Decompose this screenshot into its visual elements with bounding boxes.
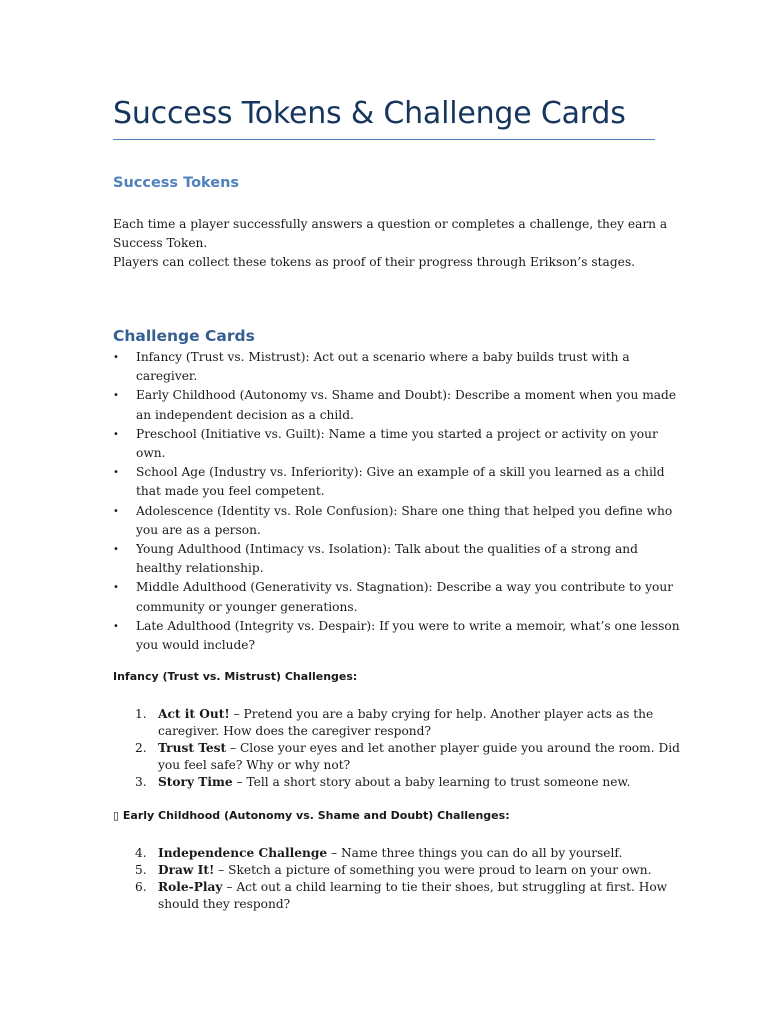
challenge-card-text: caregiver. xyxy=(136,369,198,384)
challenge-card-item xyxy=(113,386,677,424)
challenge-cards-list xyxy=(113,348,680,655)
challenge-card-item xyxy=(113,425,658,463)
challenge-item-text: – Name three things you can do all by yourself. xyxy=(327,846,623,860)
challenge-card-item xyxy=(113,540,658,578)
challenge-card-text: community or younger generations. xyxy=(136,599,358,614)
challenge-item-line xyxy=(158,706,658,723)
challenge-item-text: you feel safe? Why or why not? xyxy=(158,758,351,772)
challenge-item-line xyxy=(158,879,668,896)
challenge-card-item xyxy=(113,463,665,501)
early-childhood-challenges-list xyxy=(113,845,668,913)
success-tokens-paragraph xyxy=(113,215,668,272)
challenge-item-line xyxy=(158,896,658,913)
challenge-card-text: School Age (Industry vs. Inferiority): Give an example of a skill you learned as a child xyxy=(136,465,665,480)
bullet-icon: • xyxy=(113,620,119,632)
missing-glyph-icon: ▯ xyxy=(113,809,120,822)
challenge-item-line xyxy=(158,774,658,791)
challenge-item xyxy=(113,774,658,791)
item-number: 1. xyxy=(135,707,147,721)
challenge-card-text: Adolescence (Identity vs. Role Confusion): Share one thing that helped you define who xyxy=(136,503,673,518)
success-tokens-heading: Success Tokens xyxy=(113,175,240,191)
infancy-challenges-heading: Infancy (Trust vs. Mistrust) Challenges: xyxy=(113,670,358,683)
challenge-item-title: Story Time xyxy=(158,775,233,789)
challenge-card-item xyxy=(113,348,658,386)
early-childhood-heading-text: Early Childhood (Autonomy vs. Shame and Doubt) Challenges: xyxy=(119,809,510,822)
challenge-item-text: caregiver. How does the caregiver respond? xyxy=(158,724,431,738)
challenge-item-text: – Tell a short story about a baby learning to trust someone new. xyxy=(232,775,631,789)
challenge-item-text: should they respond? xyxy=(158,897,291,911)
infancy-challenges-list xyxy=(113,706,680,791)
challenge-item-title: Role-Play xyxy=(158,880,223,894)
challenge-card-text: own. xyxy=(136,446,166,461)
item-number: 4. xyxy=(135,846,147,860)
challenge-card-text: Infancy (Trust vs. Mistrust): Act out a scenario where a baby builds trust with a xyxy=(136,350,630,364)
bullet-icon: • xyxy=(113,467,119,479)
challenge-card-text: Young Adulthood (Intimacy vs. Isolation): Talk about the qualities of a strong and xyxy=(136,542,638,557)
item-number: 3. xyxy=(135,775,147,789)
item-number: 6. xyxy=(135,880,147,894)
challenge-item-line xyxy=(158,723,658,740)
challenge-card-text: Early Childhood (Autonomy vs. Shame and Doubt): Describe a moment when you made xyxy=(136,388,677,403)
challenge-card-item xyxy=(113,617,680,655)
bullet-icon: • xyxy=(113,505,119,517)
bullet-icon: • xyxy=(113,428,119,440)
challenge-item-text: – Act out a child learning to tie their shoes, but struggling at first. How xyxy=(222,880,668,894)
challenge-item-title: Independence Challenge xyxy=(158,846,328,860)
bullet-icon: • xyxy=(113,544,119,556)
challenge-item-line xyxy=(158,845,658,862)
challenge-card-text: you are as a person. xyxy=(136,522,261,537)
challenge-card-text: you would include? xyxy=(136,638,256,653)
challenge-item-line xyxy=(158,757,658,774)
success-tokens-line: Players can collect these tokens as proof of their progress through Erikson’s stages. xyxy=(113,255,635,269)
challenge-item xyxy=(113,706,658,740)
challenge-item-title: Act it Out! xyxy=(158,707,230,721)
early-childhood-challenges-heading xyxy=(113,808,510,824)
challenge-item xyxy=(113,879,668,913)
challenge-item-text: – Pretend you are a baby crying for help. Another player acts as the xyxy=(229,707,654,721)
success-tokens-line: Success Token. xyxy=(113,236,208,250)
item-number: 5. xyxy=(135,863,147,877)
challenge-card-text: Late Adulthood (Integrity vs. Despair): If you were to write a memoir, what’s one lesson xyxy=(136,618,680,633)
document-title: Success Tokens & Challenge Cards xyxy=(113,96,626,131)
challenge-item xyxy=(113,740,680,774)
title-underline xyxy=(113,139,655,140)
challenge-card-text: healthy relationship. xyxy=(136,561,264,576)
bullet-icon: • xyxy=(113,582,119,594)
challenge-card-text: Middle Adulthood (Generativity vs. Stagnation): Describe a way you contribute to your xyxy=(136,580,674,595)
challenge-item-line xyxy=(158,862,658,879)
challenge-item-title: Draw It! xyxy=(158,863,215,877)
challenge-cards-heading: Challenge Cards xyxy=(113,327,255,345)
challenge-item xyxy=(113,845,658,862)
bullet-icon: • xyxy=(113,390,119,402)
challenge-card-text: Preschool (Initiative vs. Guilt): Name a time you started a project or activity on your xyxy=(136,426,658,441)
challenge-card-item xyxy=(113,578,674,616)
challenge-item-text: – Close your eyes and let another player guide you around the room. Did xyxy=(226,741,680,755)
challenge-card-item xyxy=(113,502,673,540)
challenge-card-text: that made you feel competent. xyxy=(136,484,325,499)
bullet-icon: • xyxy=(113,352,119,363)
challenge-item-text: – Sketch a picture of something you were proud to learn on your own. xyxy=(214,863,652,877)
challenge-item-title: Trust Test xyxy=(158,741,227,755)
challenge-item-line xyxy=(158,740,680,757)
item-number: 2. xyxy=(135,741,147,755)
challenge-card-text: an independent decision as a child. xyxy=(136,407,354,422)
success-tokens-line: Each time a player successfully answers a question or completes a challenge, they earn a xyxy=(113,217,668,231)
challenge-item xyxy=(113,862,658,879)
